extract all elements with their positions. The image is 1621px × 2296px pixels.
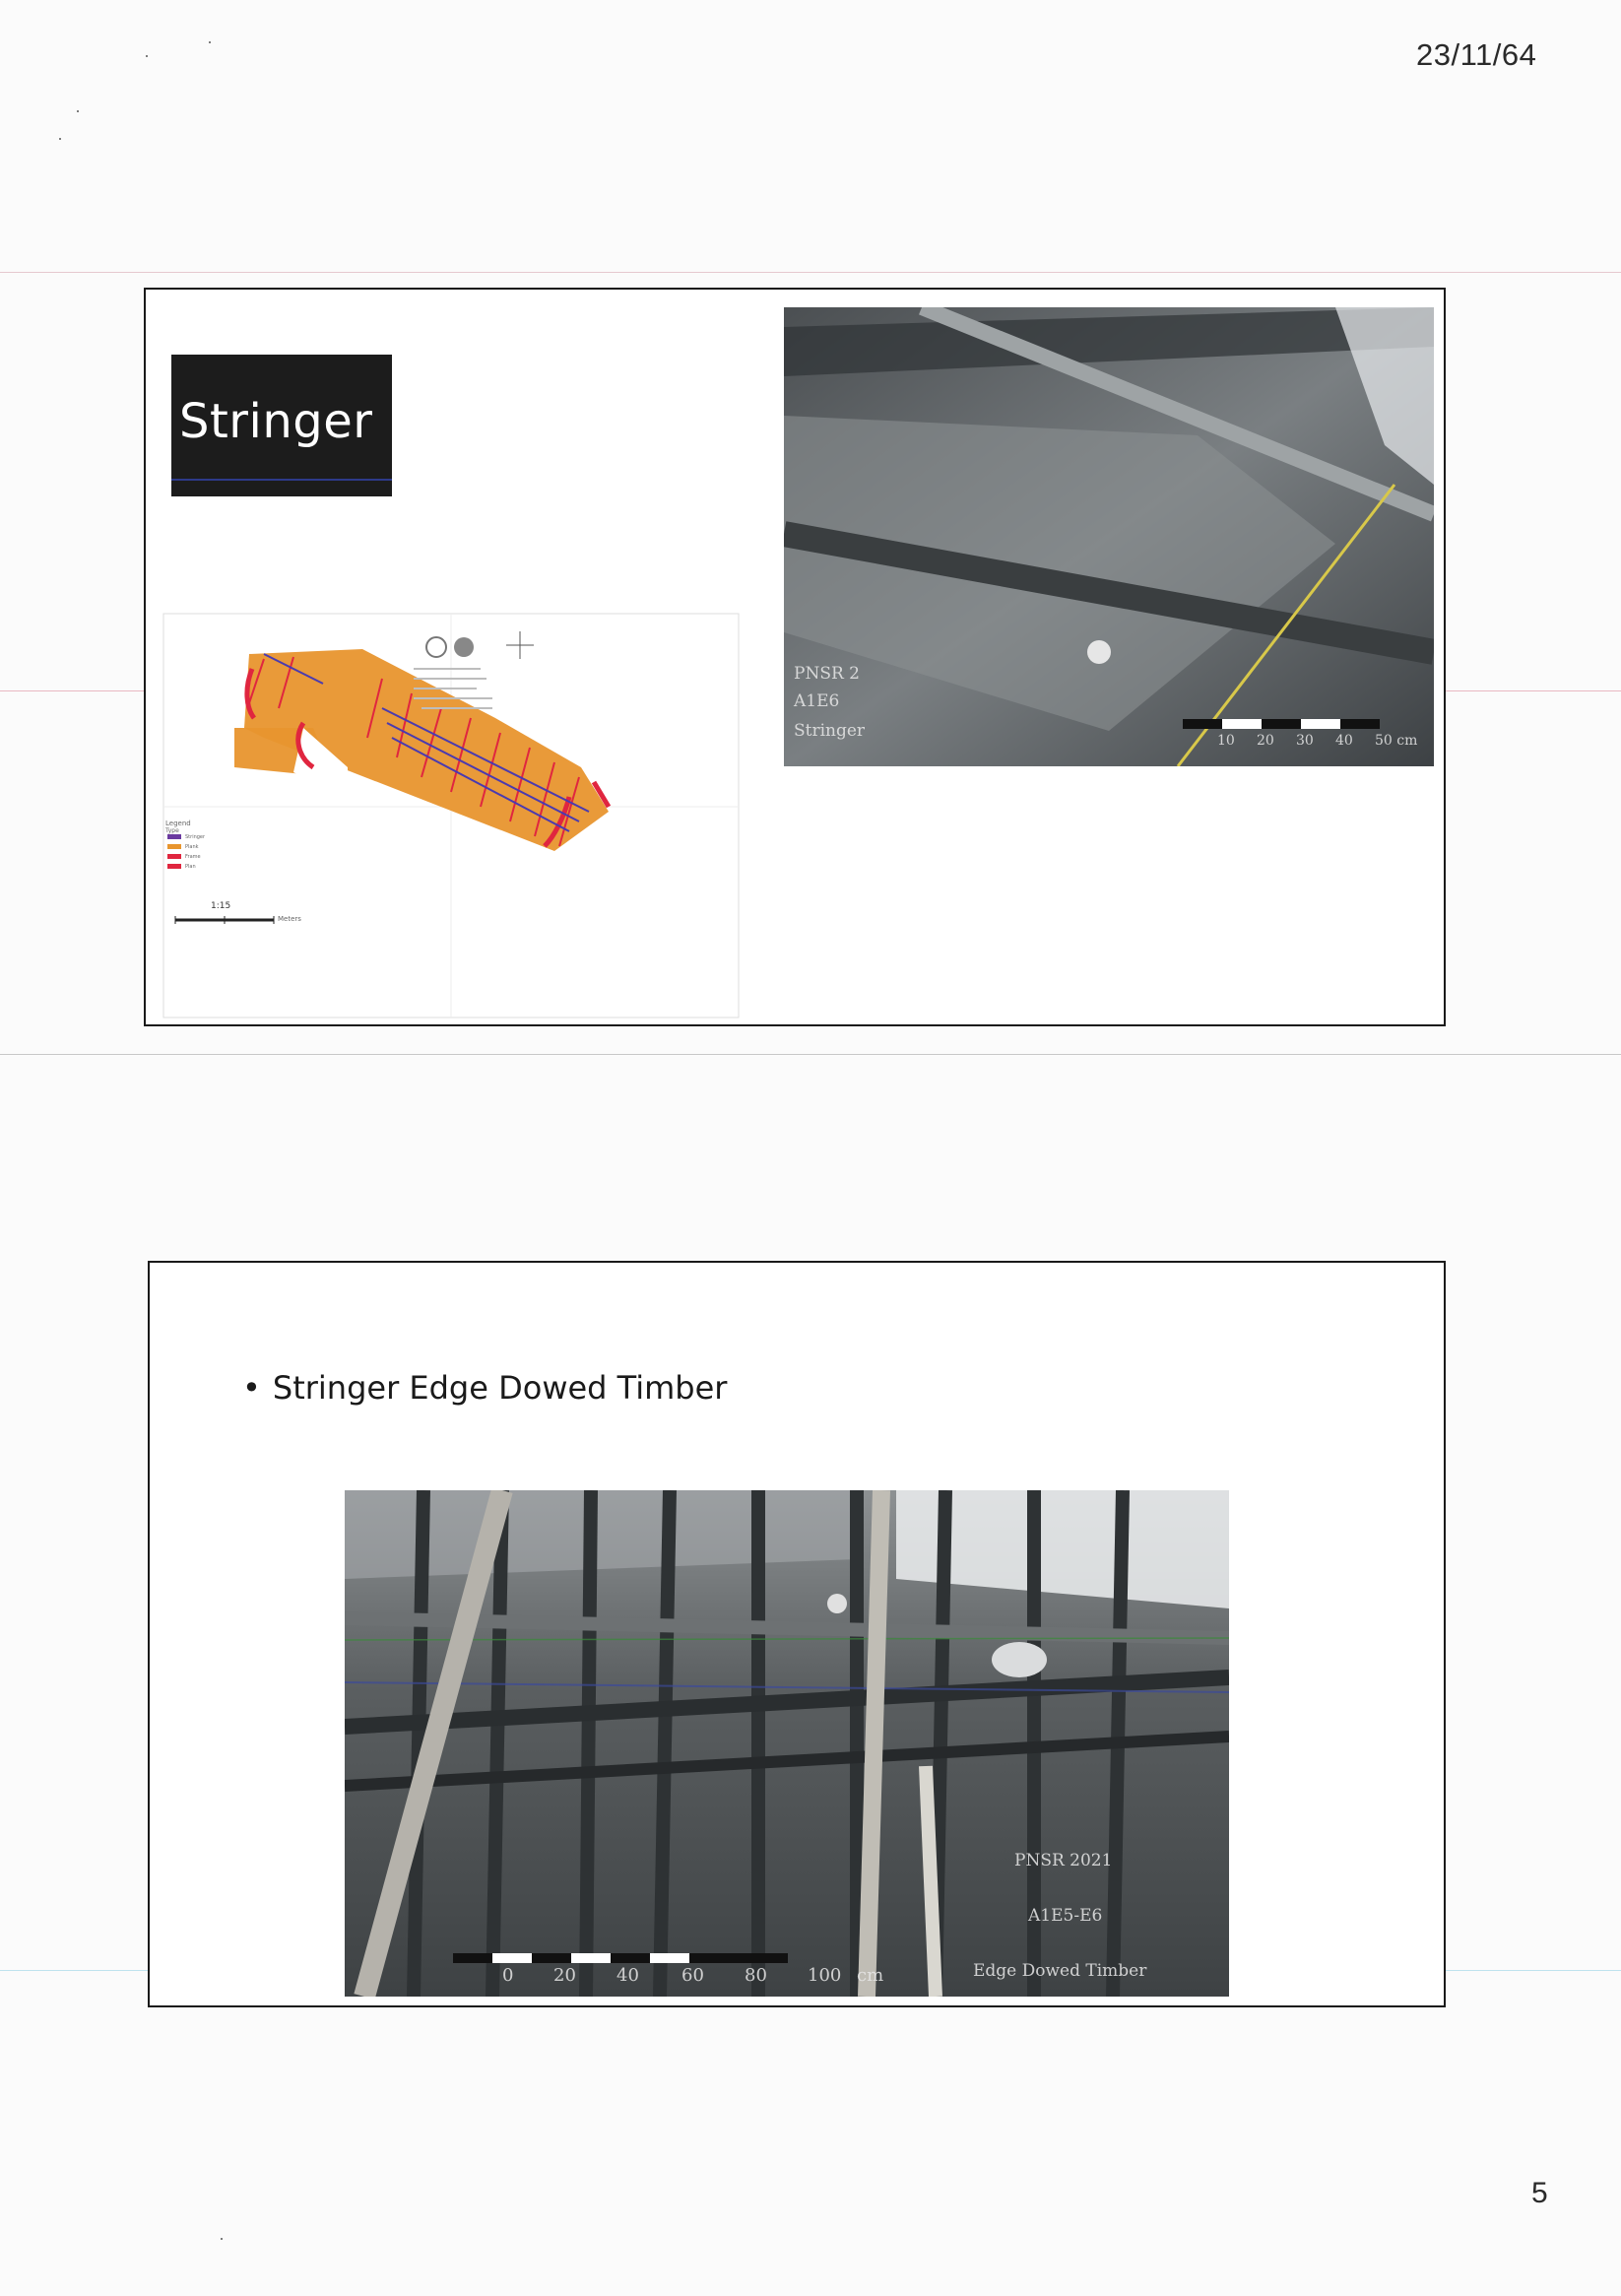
site-plan-drawing — [156, 610, 746, 1021]
page-number: 5 — [1531, 2177, 1548, 2209]
scale-tick: 20 — [553, 1965, 576, 1986]
excavation-photo-edge-dowed — [345, 1490, 1229, 1997]
scan-line — [0, 1054, 1621, 1055]
page-date: 23/11/64 — [1416, 37, 1537, 72]
map-scale-text: 1:15 — [211, 901, 231, 911]
scale-tick: 100 — [808, 1965, 842, 1986]
legend-title: Legend — [165, 820, 191, 827]
scale-tick: cm — [857, 1965, 884, 1986]
scale-tick: 80 — [745, 1965, 767, 1986]
photo-caption-line-1: PNSR 2 — [794, 664, 860, 684]
bullet-text: Stringer Edge Dowed Timber — [272, 1369, 728, 1407]
scan-speck — [221, 2238, 223, 2240]
scale-tick: 50 cm — [1375, 733, 1418, 749]
photo-drawing — [784, 307, 1434, 766]
scale-tick: 20 — [1257, 733, 1274, 749]
bullet-item — [242, 1369, 727, 1407]
bullet-dot: • — [242, 1369, 261, 1407]
scan-line — [0, 272, 1621, 273]
scale-tick: 0 — [502, 1965, 514, 1986]
scale-tick: 40 — [1335, 733, 1353, 749]
scan-speck — [59, 138, 61, 140]
slide-title-box — [171, 355, 392, 496]
scale-tick: 10 — [1217, 733, 1235, 749]
site-plan-map — [156, 610, 746, 1021]
legend-item-frame: Frame — [185, 854, 201, 860]
photo-caption-line-1: PNSR 2021 — [1014, 1851, 1113, 1870]
scan-speck — [146, 55, 148, 57]
scan-speck — [209, 41, 211, 43]
legend-item-plank: Plank — [185, 844, 199, 850]
scale-tick: 30 — [1296, 733, 1314, 749]
legend-item-plan: Plan — [185, 864, 196, 870]
title-underline — [171, 479, 392, 481]
legend-item-stringer: Stringer — [185, 834, 206, 840]
scan-speck — [77, 110, 79, 112]
slide-stringer — [144, 288, 1446, 1026]
legend-type-label: Type — [165, 827, 179, 834]
map-scale-unit: Meters — [278, 915, 301, 923]
photo-caption-line-2: A1E6 — [794, 691, 840, 711]
excavation-photo-stringer — [784, 307, 1434, 766]
slide-title: Stringer — [179, 394, 373, 449]
scale-tick: 60 — [681, 1965, 704, 1986]
photo-caption-line-3: Stringer — [794, 721, 866, 741]
photo-caption-line-3: Edge Dowed Timber — [973, 1961, 1147, 1981]
slide-edge-dowed-timber — [148, 1261, 1446, 2007]
photo-caption-line-2: A1E5-E6 — [1028, 1906, 1103, 1926]
scale-tick: 40 — [616, 1965, 639, 1986]
